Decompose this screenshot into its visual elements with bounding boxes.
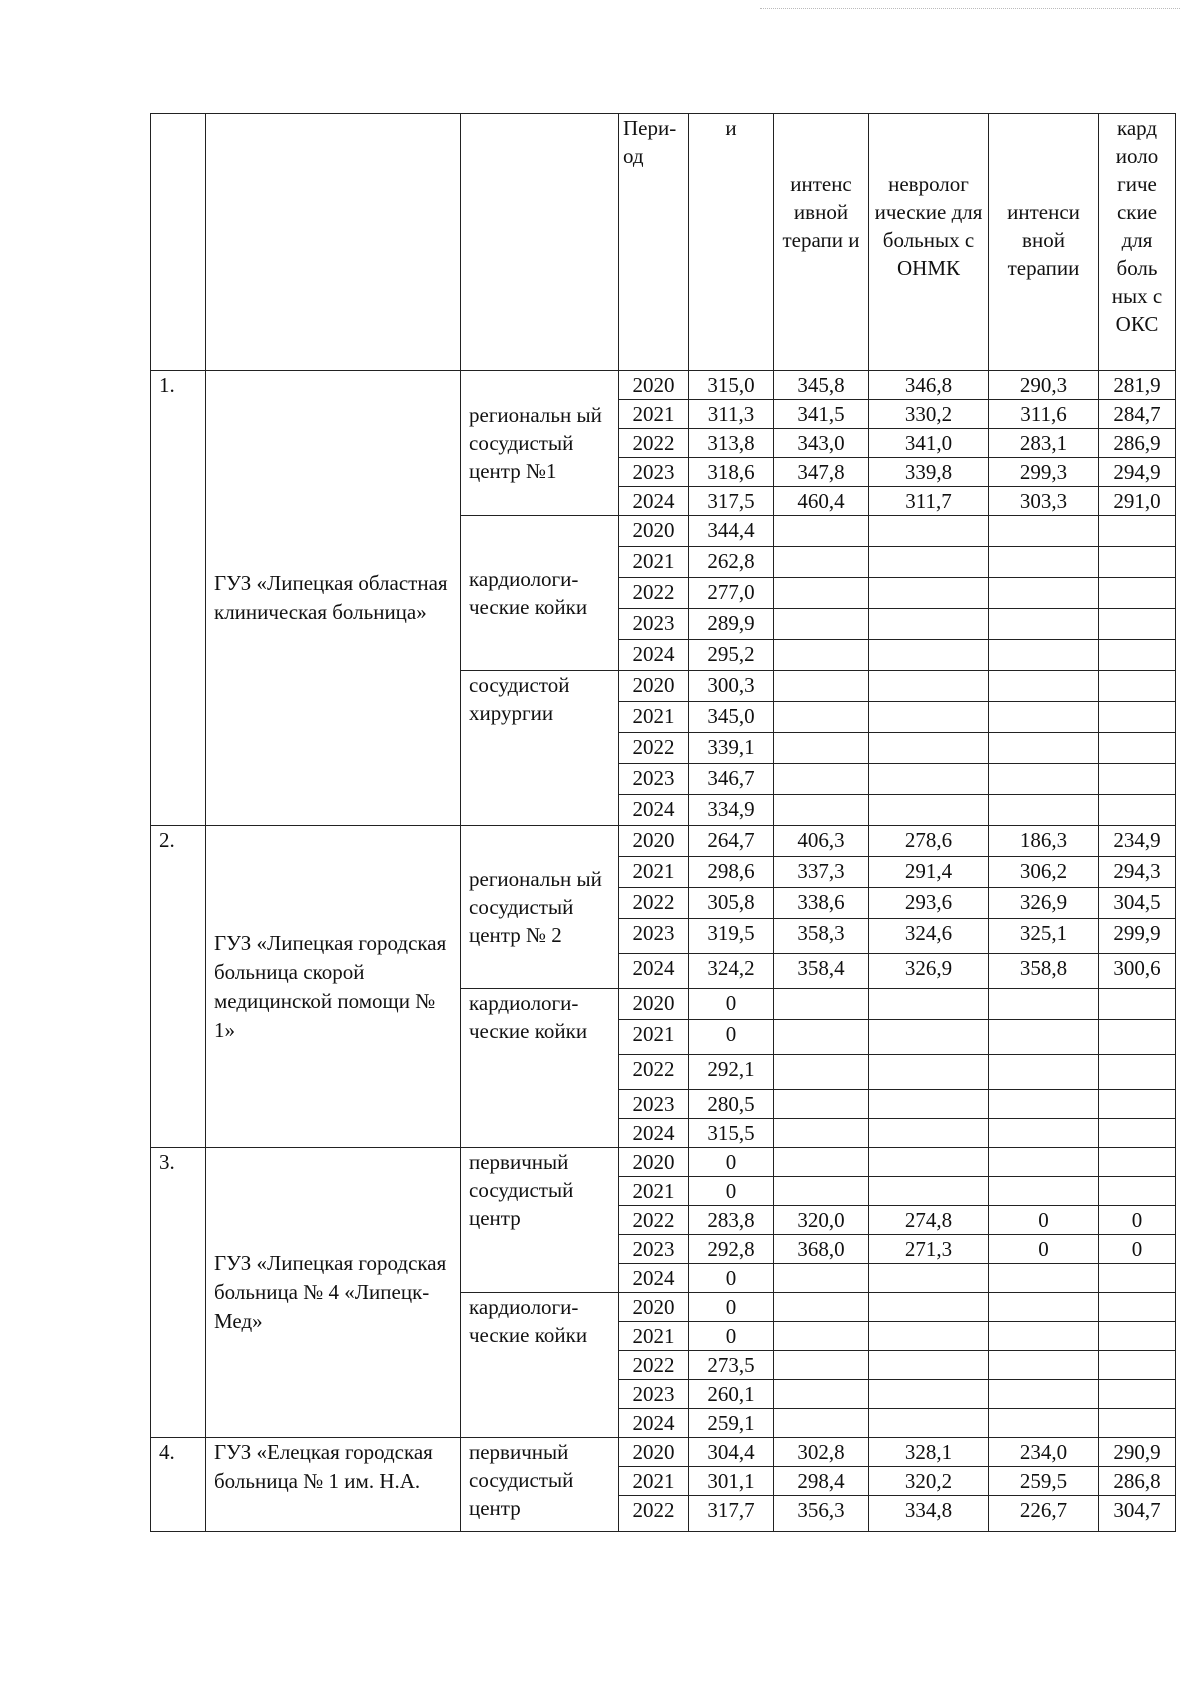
value-cell: 274,8 (869, 1206, 989, 1235)
value-cell: 290,9 (1099, 1438, 1176, 1467)
value-cell (869, 733, 989, 764)
value-cell (989, 1090, 1099, 1119)
value-cell (989, 1177, 1099, 1206)
value-cell: 311,6 (989, 400, 1099, 429)
value-cell (1099, 1148, 1176, 1177)
table-row (151, 826, 1176, 857)
value-cell: 0 (989, 1206, 1099, 1235)
value-cell (989, 1409, 1099, 1438)
header-period: Пери-од (619, 114, 689, 371)
value-cell: 338,6 (774, 888, 869, 919)
value-cell: 286,9 (1099, 429, 1176, 458)
value-cell: 347,8 (774, 458, 869, 487)
value-cell (774, 671, 869, 702)
value-cell: 300,3 (689, 671, 774, 702)
value-cell (989, 733, 1099, 764)
value-cell (989, 702, 1099, 733)
value-cell (774, 1293, 869, 1322)
value-cell: 317,5 (689, 487, 774, 516)
value-cell: 0 (689, 1264, 774, 1293)
value-cell (1099, 671, 1176, 702)
value-cell (869, 795, 989, 826)
value-cell (1099, 1380, 1176, 1409)
data-table (150, 113, 1176, 1532)
value-cell (1099, 733, 1176, 764)
value-cell: 264,7 (689, 826, 774, 857)
value-cell (774, 640, 869, 671)
value-cell (1099, 1409, 1176, 1438)
value-cell (869, 764, 989, 795)
value-cell: 344,4 (689, 516, 774, 547)
value-cell: 368,0 (774, 1235, 869, 1264)
value-cell: 281,9 (1099, 371, 1176, 400)
year-cell: 2020 (619, 671, 689, 702)
value-cell (774, 547, 869, 578)
value-cell: 358,8 (989, 954, 1099, 989)
year-cell: 2020 (619, 371, 689, 400)
year-cell: 2021 (619, 1020, 689, 1055)
value-cell (989, 989, 1099, 1020)
value-cell (989, 547, 1099, 578)
header-col-5: кард иоло гиче ские для боль ных с ОКС (1099, 114, 1176, 371)
value-cell (1099, 764, 1176, 795)
value-cell: 304,5 (1099, 888, 1176, 919)
value-cell: 311,7 (869, 487, 989, 516)
value-cell: 303,3 (989, 487, 1099, 516)
value-cell: 0 (689, 1293, 774, 1322)
unit-name: первичный сосудистый центр (461, 1148, 619, 1293)
table-row (151, 371, 1176, 400)
value-cell: 260,1 (689, 1380, 774, 1409)
value-cell: 186,3 (989, 826, 1099, 857)
value-cell: 262,8 (689, 547, 774, 578)
value-cell: 306,2 (989, 857, 1099, 888)
value-cell: 320,2 (869, 1467, 989, 1496)
value-cell (989, 795, 1099, 826)
header-col-4: интенси вной терапии (989, 114, 1099, 371)
value-cell: 291,4 (869, 857, 989, 888)
value-cell: 304,7 (1099, 1496, 1176, 1532)
value-cell (774, 1055, 869, 1090)
value-cell (774, 1148, 869, 1177)
value-cell (869, 516, 989, 547)
value-cell: 346,7 (689, 764, 774, 795)
value-cell (774, 1090, 869, 1119)
value-cell (1099, 1119, 1176, 1148)
value-cell: 305,8 (689, 888, 774, 919)
value-cell (1099, 578, 1176, 609)
value-cell: 320,0 (774, 1206, 869, 1235)
header-col-2: интенс ивной терапи и (774, 114, 869, 371)
value-cell (869, 1119, 989, 1148)
value-cell: 292,1 (689, 1055, 774, 1090)
value-cell (869, 1322, 989, 1351)
value-cell (989, 1264, 1099, 1293)
value-cell: 259,1 (689, 1409, 774, 1438)
value-cell (989, 1351, 1099, 1380)
value-cell (1099, 1090, 1176, 1119)
value-cell: 0 (689, 1020, 774, 1055)
value-cell (869, 1264, 989, 1293)
year-cell: 2022 (619, 578, 689, 609)
row-index: 3. (151, 1148, 206, 1438)
value-cell: 326,9 (869, 954, 989, 989)
year-cell: 2024 (619, 1409, 689, 1438)
year-cell: 2024 (619, 954, 689, 989)
row-index: 1. (151, 371, 206, 826)
unit-name: кардиологи-ческие койки (461, 516, 619, 671)
value-cell: 293,6 (869, 888, 989, 919)
year-cell: 2024 (619, 1264, 689, 1293)
year-cell: 2022 (619, 733, 689, 764)
year-cell: 2022 (619, 1496, 689, 1532)
value-cell: 0 (689, 1177, 774, 1206)
value-cell: 330,2 (869, 400, 989, 429)
value-cell: 325,1 (989, 919, 1099, 954)
value-cell: 0 (689, 989, 774, 1020)
value-cell: 339,1 (689, 733, 774, 764)
year-cell: 2021 (619, 400, 689, 429)
value-cell: 234,9 (1099, 826, 1176, 857)
table-row (151, 1148, 1176, 1177)
value-cell: 356,3 (774, 1496, 869, 1532)
value-cell: 460,4 (774, 487, 869, 516)
unit-name: кардиологи-ческие койки (461, 1293, 619, 1438)
value-cell: 291,0 (1099, 487, 1176, 516)
value-cell (989, 1020, 1099, 1055)
value-cell: 334,9 (689, 795, 774, 826)
value-cell: 226,7 (989, 1496, 1099, 1532)
value-cell (774, 516, 869, 547)
value-cell: 286,8 (1099, 1467, 1176, 1496)
value-cell (774, 1119, 869, 1148)
value-cell: 406,3 (774, 826, 869, 857)
value-cell: 358,3 (774, 919, 869, 954)
value-cell (869, 1020, 989, 1055)
year-cell: 2021 (619, 857, 689, 888)
value-cell (989, 1119, 1099, 1148)
header-col-3: невролог ические для больных с ОНМК (869, 114, 989, 371)
value-cell (989, 578, 1099, 609)
year-cell: 2020 (619, 826, 689, 857)
value-cell: 290,3 (989, 371, 1099, 400)
value-cell (1099, 1351, 1176, 1380)
value-cell (774, 1409, 869, 1438)
year-cell: 2022 (619, 1206, 689, 1235)
row-index: 2. (151, 826, 206, 1148)
value-cell (869, 702, 989, 733)
year-cell: 2021 (619, 1322, 689, 1351)
value-cell (1099, 989, 1176, 1020)
organization-name: ГУЗ «Елецкая городская больница № 1 им. Н.А. (206, 1438, 461, 1532)
value-cell: 283,1 (989, 429, 1099, 458)
year-cell: 2020 (619, 1293, 689, 1322)
value-cell (1099, 1177, 1176, 1206)
value-cell: 311,3 (689, 400, 774, 429)
value-cell: 318,6 (689, 458, 774, 487)
value-cell (869, 671, 989, 702)
value-cell: 345,0 (689, 702, 774, 733)
value-cell: 277,0 (689, 578, 774, 609)
year-cell: 2022 (619, 888, 689, 919)
year-cell: 2023 (619, 1380, 689, 1409)
value-cell: 259,5 (989, 1467, 1099, 1496)
header-blank-index (151, 114, 206, 371)
year-cell: 2021 (619, 702, 689, 733)
value-cell (1099, 516, 1176, 547)
value-cell (869, 1380, 989, 1409)
unit-name: региональн ый сосудистый центр №1 (461, 371, 619, 516)
value-cell (869, 609, 989, 640)
table-row (151, 1438, 1176, 1467)
value-cell (869, 1090, 989, 1119)
value-cell (774, 578, 869, 609)
value-cell (989, 1148, 1099, 1177)
value-cell: 313,8 (689, 429, 774, 458)
value-cell: 289,9 (689, 609, 774, 640)
value-cell: 302,8 (774, 1438, 869, 1467)
row-index: 4. (151, 1438, 206, 1532)
value-cell (1099, 1293, 1176, 1322)
value-cell: 280,5 (689, 1090, 774, 1119)
value-cell (989, 1322, 1099, 1351)
value-cell (869, 578, 989, 609)
value-cell: 0 (1099, 1235, 1176, 1264)
value-cell: 319,5 (689, 919, 774, 954)
value-cell (989, 1055, 1099, 1090)
header-row (151, 114, 1176, 371)
year-cell: 2024 (619, 487, 689, 516)
organization-name: ГУЗ «Липецкая городская больница скорой медицинской помощи № 1» (206, 826, 461, 1148)
year-cell: 2022 (619, 1351, 689, 1380)
value-cell: 0 (1099, 1206, 1176, 1235)
value-cell: 299,9 (1099, 919, 1176, 954)
value-cell (869, 640, 989, 671)
value-cell: 346,8 (869, 371, 989, 400)
value-cell (774, 1177, 869, 1206)
value-cell: 317,7 (689, 1496, 774, 1532)
scan-artifact (760, 8, 1180, 10)
value-cell (869, 1055, 989, 1090)
value-cell: 292,8 (689, 1235, 774, 1264)
value-cell (869, 1351, 989, 1380)
header-col-1: и (689, 114, 774, 371)
value-cell (869, 547, 989, 578)
year-cell: 2023 (619, 609, 689, 640)
value-cell: 324,6 (869, 919, 989, 954)
value-cell: 345,8 (774, 371, 869, 400)
unit-name: первичный сосудистый центр (461, 1438, 619, 1532)
year-cell: 2021 (619, 1467, 689, 1496)
year-cell: 2021 (619, 1177, 689, 1206)
value-cell: 234,0 (989, 1438, 1099, 1467)
year-cell: 2023 (619, 1090, 689, 1119)
value-cell (989, 640, 1099, 671)
value-cell: 283,8 (689, 1206, 774, 1235)
value-cell: 300,6 (1099, 954, 1176, 989)
value-cell: 284,7 (1099, 400, 1176, 429)
value-cell (869, 1148, 989, 1177)
year-cell: 2023 (619, 764, 689, 795)
value-cell: 328,1 (869, 1438, 989, 1467)
organization-name: ГУЗ «Липецкая городская больница № 4 «Липецк-Мед» (206, 1148, 461, 1438)
value-cell (869, 1409, 989, 1438)
value-cell: 299,3 (989, 458, 1099, 487)
value-cell (774, 702, 869, 733)
year-cell: 2020 (619, 516, 689, 547)
value-cell (774, 1020, 869, 1055)
value-cell (774, 1322, 869, 1351)
header-blank-sub (461, 114, 619, 371)
value-cell: 301,1 (689, 1467, 774, 1496)
value-cell: 315,0 (689, 371, 774, 400)
value-cell (989, 1293, 1099, 1322)
value-cell (774, 609, 869, 640)
value-cell: 295,2 (689, 640, 774, 671)
value-cell: 0 (689, 1148, 774, 1177)
year-cell: 2021 (619, 547, 689, 578)
value-cell (1099, 1055, 1176, 1090)
value-cell (1099, 609, 1176, 640)
value-cell: 294,3 (1099, 857, 1176, 888)
value-cell: 298,4 (774, 1467, 869, 1496)
value-cell (1099, 547, 1176, 578)
value-cell (989, 671, 1099, 702)
value-cell: 278,6 (869, 826, 989, 857)
year-cell: 2024 (619, 795, 689, 826)
value-cell: 304,4 (689, 1438, 774, 1467)
year-cell: 2024 (619, 1119, 689, 1148)
value-cell (1099, 640, 1176, 671)
year-cell: 2022 (619, 1055, 689, 1090)
value-cell (989, 609, 1099, 640)
value-cell (1099, 702, 1176, 733)
value-cell (774, 733, 869, 764)
value-cell: 298,6 (689, 857, 774, 888)
value-cell (1099, 1264, 1176, 1293)
year-cell: 2023 (619, 458, 689, 487)
year-cell: 2020 (619, 1148, 689, 1177)
value-cell: 294,9 (1099, 458, 1176, 487)
year-cell: 2022 (619, 429, 689, 458)
year-cell: 2023 (619, 919, 689, 954)
unit-name: региональн ый сосудистый центр № 2 (461, 826, 619, 989)
value-cell: 0 (989, 1235, 1099, 1264)
value-cell: 0 (689, 1322, 774, 1351)
value-cell: 341,5 (774, 400, 869, 429)
value-cell: 339,8 (869, 458, 989, 487)
value-cell: 273,5 (689, 1351, 774, 1380)
value-cell (1099, 795, 1176, 826)
value-cell (774, 1351, 869, 1380)
value-cell: 326,9 (989, 888, 1099, 919)
value-cell: 324,2 (689, 954, 774, 989)
value-cell: 343,0 (774, 429, 869, 458)
value-cell (774, 764, 869, 795)
value-cell: 334,8 (869, 1496, 989, 1532)
header-blank-org (206, 114, 461, 371)
value-cell (989, 1380, 1099, 1409)
value-cell: 315,5 (689, 1119, 774, 1148)
value-cell (774, 1264, 869, 1293)
value-cell: 337,3 (774, 857, 869, 888)
value-cell: 358,4 (774, 954, 869, 989)
unit-name: сосудистой хирургии (461, 671, 619, 826)
organization-name: ГУЗ «Липецкая областная клиническая больница» (206, 371, 461, 826)
year-cell: 2024 (619, 640, 689, 671)
value-cell (774, 1380, 869, 1409)
value-cell (869, 989, 989, 1020)
year-cell: 2023 (619, 1235, 689, 1264)
value-cell (1099, 1322, 1176, 1351)
year-cell: 2020 (619, 1438, 689, 1467)
value-cell (869, 1177, 989, 1206)
value-cell (869, 1293, 989, 1322)
value-cell (989, 764, 1099, 795)
value-cell (774, 989, 869, 1020)
value-cell (774, 795, 869, 826)
year-cell: 2020 (619, 989, 689, 1020)
value-cell (1099, 1020, 1176, 1055)
value-cell (989, 516, 1099, 547)
value-cell: 271,3 (869, 1235, 989, 1264)
value-cell: 341,0 (869, 429, 989, 458)
unit-name: кардиологи-ческие койки (461, 989, 619, 1148)
